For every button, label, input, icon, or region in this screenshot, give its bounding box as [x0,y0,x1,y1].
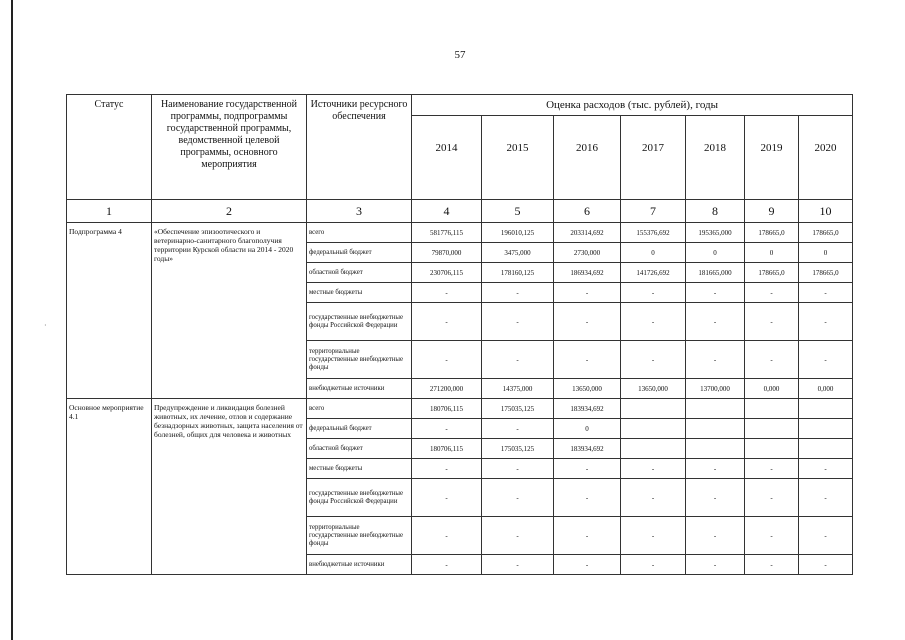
budget-table [66,94,853,575]
value-cell: 3475,000 [482,243,554,263]
column-number-row [67,200,853,223]
header-status: Статус [67,95,152,200]
value-cell: 155376,692 [621,223,686,243]
header-year: 2019 [745,116,799,200]
value-cell: 175035,125 [482,399,554,419]
value-cell: - [412,341,482,379]
value-cell: - [799,479,853,517]
value-cell: 13700,000 [686,379,745,399]
value-cell: - [482,555,554,575]
funding-source-cell: федеральный бюджет [307,243,412,263]
table-row [67,223,853,243]
funding-source-cell: областной бюджет [307,439,412,459]
value-cell: - [621,283,686,303]
value-cell: - [554,459,621,479]
column-number: 1 [67,200,152,223]
value-cell: - [799,341,853,379]
value-cell: - [799,555,853,575]
value-cell [799,439,853,459]
value-cell: - [745,555,799,575]
value-cell: - [412,303,482,341]
header-sources: Источники ресурсного обеспечения [307,95,412,200]
value-cell: 178665,0 [745,223,799,243]
value-cell: - [412,479,482,517]
value-cell: 0 [621,243,686,263]
value-cell: 0,000 [799,379,853,399]
value-cell: 14375,000 [482,379,554,399]
value-cell: - [621,303,686,341]
value-cell: - [554,303,621,341]
value-cell: 183934,692 [554,399,621,419]
scan-artifact: · [44,321,47,330]
column-number: 6 [554,200,621,223]
value-cell [745,419,799,439]
header-year: 2016 [554,116,621,200]
value-cell [686,439,745,459]
funding-source-cell: государственные внебюджетные фонды Российской Федерации [307,479,412,517]
value-cell: - [686,517,745,555]
value-cell: - [745,283,799,303]
value-cell: 181665,000 [686,263,745,283]
header-year: 2018 [686,116,745,200]
value-cell: - [799,517,853,555]
value-cell [745,399,799,419]
header-name: Наименование государственной программы, подпрограммы государственной программы, ведомственной целевой программы, основного мероприятия [152,95,307,200]
value-cell: - [745,459,799,479]
value-cell: - [554,341,621,379]
value-cell: - [621,517,686,555]
value-cell [686,399,745,419]
value-cell: - [482,459,554,479]
value-cell: 271200,000 [412,379,482,399]
column-number: 9 [745,200,799,223]
status-cell: Подпрограмма 4 [67,223,152,399]
value-cell: - [412,555,482,575]
value-cell: 196010,125 [482,223,554,243]
value-cell: 13650,000 [621,379,686,399]
value-cell [799,419,853,439]
value-cell: 0,000 [745,379,799,399]
table-row [67,399,853,419]
value-cell: - [554,479,621,517]
value-cell: - [482,479,554,517]
value-cell: - [482,517,554,555]
value-cell: - [482,341,554,379]
value-cell [621,439,686,459]
value-cell: - [745,341,799,379]
header-year: 2017 [621,116,686,200]
header-year: 2020 [799,116,853,200]
value-cell: 79870,000 [412,243,482,263]
value-cell: 2730,000 [554,243,621,263]
value-cell: 178665,0 [799,263,853,283]
value-cell: - [799,459,853,479]
scan-edge-line [11,0,13,640]
value-cell: - [745,303,799,341]
value-cell: - [799,303,853,341]
value-cell: - [799,283,853,303]
value-cell: - [686,479,745,517]
value-cell: - [482,303,554,341]
status-cell: Основное мероприятие 4.1 [67,399,152,575]
funding-source-cell: местные бюджеты [307,459,412,479]
value-cell: 0 [799,243,853,263]
value-cell: 195365,000 [686,223,745,243]
funding-source-cell: государственные внебюджетные фонды Российской Федерации [307,303,412,341]
program-name-cell: «Обеспечение эпизоотического и ветеринарно-санитарного благополучия территории Курской области на 2014 - 2020 годы» [152,223,307,399]
value-cell: 230706,115 [412,263,482,283]
value-cell: 180706,115 [412,439,482,459]
funding-source-cell: внебюджетные источники [307,379,412,399]
column-number: 5 [482,200,554,223]
value-cell [621,399,686,419]
value-cell: - [621,479,686,517]
column-number: 8 [686,200,745,223]
value-cell: - [621,555,686,575]
value-cell [686,419,745,439]
column-number: 2 [152,200,307,223]
value-cell: - [686,459,745,479]
funding-source-cell: территориальные государственные внебюджетные фонды [307,341,412,379]
value-cell: - [412,283,482,303]
value-cell: - [686,283,745,303]
funding-source-cell: всего [307,223,412,243]
value-cell: 175035,125 [482,439,554,459]
value-cell: - [686,555,745,575]
column-number: 4 [412,200,482,223]
value-cell: 180706,115 [412,399,482,419]
value-cell: - [745,517,799,555]
header-year: 2015 [482,116,554,200]
column-number: 3 [307,200,412,223]
value-cell: 0 [686,243,745,263]
value-cell: - [482,283,554,303]
funding-source-cell: внебюджетные источники [307,555,412,575]
value-cell: - [412,517,482,555]
header-estimate: Оценка расходов (тыс. рублей), годы [412,95,853,116]
value-cell: - [745,479,799,517]
value-cell: 581776,115 [412,223,482,243]
page-number: 57 [454,49,466,61]
value-cell: - [686,341,745,379]
column-number: 10 [799,200,853,223]
value-cell [745,439,799,459]
value-cell: - [412,419,482,439]
value-cell: - [554,283,621,303]
value-cell: - [412,459,482,479]
value-cell: 0 [745,243,799,263]
value-cell: - [686,303,745,341]
value-cell: 141726,692 [621,263,686,283]
value-cell: - [554,555,621,575]
funding-source-cell: всего [307,399,412,419]
value-cell: 178665,0 [745,263,799,283]
value-cell: 178665,0 [799,223,853,243]
value-cell: - [482,419,554,439]
program-name-cell: Предупреждение и ликвидация болезней животных, их лечение, отлов и содержание безнадзорных животных, защита населения от болезней, общих для человека и животных [152,399,307,575]
value-cell: 0 [554,419,621,439]
header-year: 2014 [412,116,482,200]
value-cell [621,419,686,439]
funding-source-cell: областной бюджет [307,263,412,283]
value-cell: 178160,125 [482,263,554,283]
funding-source-cell: местные бюджеты [307,283,412,303]
value-cell: - [621,459,686,479]
column-number: 7 [621,200,686,223]
funding-source-cell: федеральный бюджет [307,419,412,439]
value-cell: 183934,692 [554,439,621,459]
value-cell: - [554,517,621,555]
value-cell: - [621,341,686,379]
value-cell: 203314,692 [554,223,621,243]
value-cell: 13650,000 [554,379,621,399]
funding-source-cell: территориальные государственные внебюджетные фонды [307,517,412,555]
value-cell [799,399,853,419]
value-cell: 186934,692 [554,263,621,283]
